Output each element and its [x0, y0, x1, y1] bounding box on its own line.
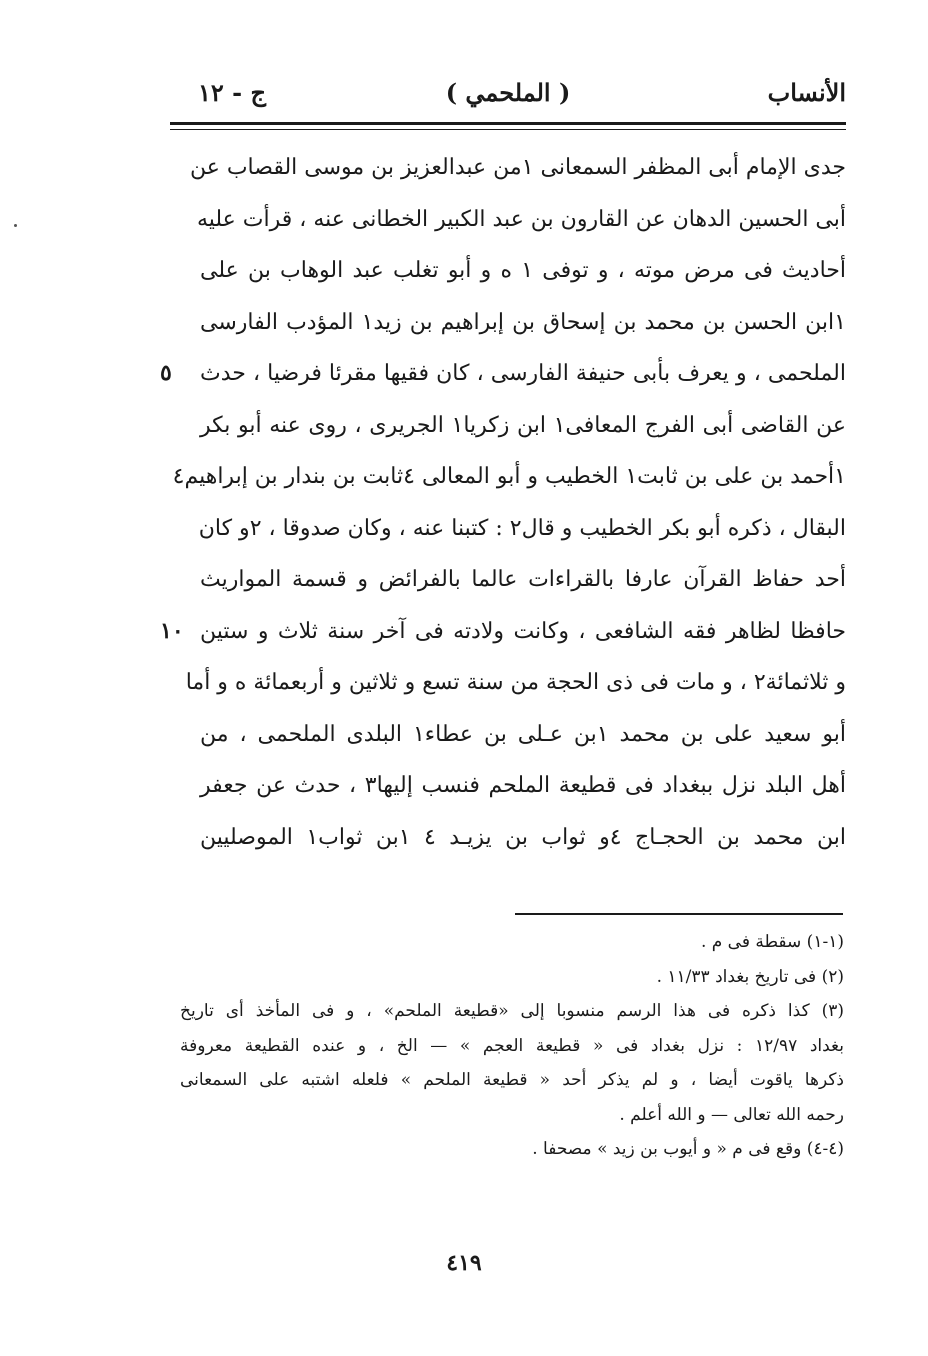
line-text: حافظا لظاهر فقه الشافعى ، وكانت ولادته فى آخر سنة ثلاث و ستين	[200, 618, 846, 644]
line-text: أهل البلد نزل ببغداد فى قطيعة الملحم فنسب إليها٣ ، حدث عن جعفر	[200, 773, 846, 798]
footnotes	[180, 925, 844, 1167]
footnote-line: ذكرها ياقوت أيضا ، و لم يذكر أحد « قطيعة الملحم » فلعله اشتبه على السمعانى	[180, 1070, 844, 1090]
text-line	[160, 812, 860, 864]
line-text: أحد حفاظ القرآن عارفا بالقراءات عالما بالفرائض و قسمة المواريث	[200, 567, 846, 592]
text-line	[160, 400, 860, 452]
footnote-line: (١-١) سقطة فى م .	[700, 932, 844, 952]
footnote-line: (٢) فى تاريخ بغداد ١١/٣٣ .	[656, 966, 844, 987]
footnote-line: (٣) كذا ذكره فى هذا الرسم منسوبا إلى «قطيعة الملحم» ، و فى المأخذ أى تاريخ	[180, 1001, 844, 1021]
text-line	[160, 709, 860, 761]
header-entry-title: ( الملحمي )	[445, 78, 571, 107]
text-line	[160, 297, 860, 349]
line-number: ٥	[160, 360, 172, 386]
text-line	[160, 348, 860, 400]
footnote-line: (٤-٤) وقع فى م « و أيوب بن زيد » مصحفا .	[532, 1139, 844, 1159]
line-text: الملحمى ، و يعرف بأبى حنيفة الفارسى ، كان فقيها مقرئا فرضيا ، حدث	[200, 361, 846, 386]
line-text: ١أحمد بن على بن ثابت١ الخطيب و أبو المعالى ٤ثابت بن بندار بن إبراهيم٤	[172, 464, 846, 489]
body-text	[160, 142, 860, 863]
header-rule-thick	[170, 122, 846, 125]
footnote-line: رحمه الله تعالى — و الله أعلم .	[619, 1104, 844, 1125]
line-text: أحاديث فى مرض موته ، و توفى ١ ه و أبو تغلب عبد الوهاب بن على	[200, 258, 846, 283]
line-text: ١ابن الحسن بن محمد بن إسحاق بن إبراهيم بن زيد١ المؤدب الفارسى	[200, 309, 846, 335]
header-book-title: الأنساب	[767, 78, 846, 107]
text-line	[160, 245, 860, 297]
line-text: أبى الحسين الدهان عن القارون بن عبد الكبير الخطانى عنه ، قرأت عليه	[196, 206, 846, 232]
line-text: و ثلاثمائة٢ ، و مات فى ذى الحجة من سنة تسع و ثلاثين و أربعمائة ه و أما	[185, 670, 846, 695]
line-text: أبو سعيد على بن محمد ١بن عـلى بن عطاء١ البلدى الملحمى ، من	[200, 721, 847, 747]
header-rule-thin	[170, 129, 846, 130]
text-line	[160, 451, 860, 503]
text-line	[160, 503, 860, 555]
text-line	[160, 760, 860, 812]
line-number: ١٠	[160, 617, 184, 644]
text-line	[160, 142, 860, 194]
text-line	[160, 657, 860, 709]
margin-speck	[14, 224, 17, 227]
text-line	[160, 606, 860, 658]
line-text: البقال ، ذكره أبو بكر الخطيب و قال٢ : كتبنا عنه ، وكان صدوقا ، ٢و كان	[198, 515, 846, 541]
line-text: عن القاضى أبى الفرج المعافى١ ابن زكريا١ الجريرى ، روى عنه أبو بكر	[200, 412, 846, 438]
line-text: جدى الإمام أبى المظفر السمعانى ١من عبدالعزيز بن موسى القصاب عن	[189, 155, 846, 180]
footnote-line: بغداد ١٢/٩٧ : نزل بغداد فى « قطيعة العجم » — الخ ، و عنده القطيعة معروفة	[180, 1035, 844, 1056]
footnote-separator	[515, 913, 843, 915]
header-volume: ج - ١٢	[198, 78, 266, 107]
text-line	[160, 194, 860, 246]
text-line	[160, 554, 860, 606]
line-text: ابن محمد بن الحجـاج ٤و ثواب بن يزيـد ٤ ١بن ثواب١ الموصليين	[200, 824, 846, 850]
running-header	[170, 78, 846, 118]
page-number: ٤١٩	[446, 1250, 482, 1276]
